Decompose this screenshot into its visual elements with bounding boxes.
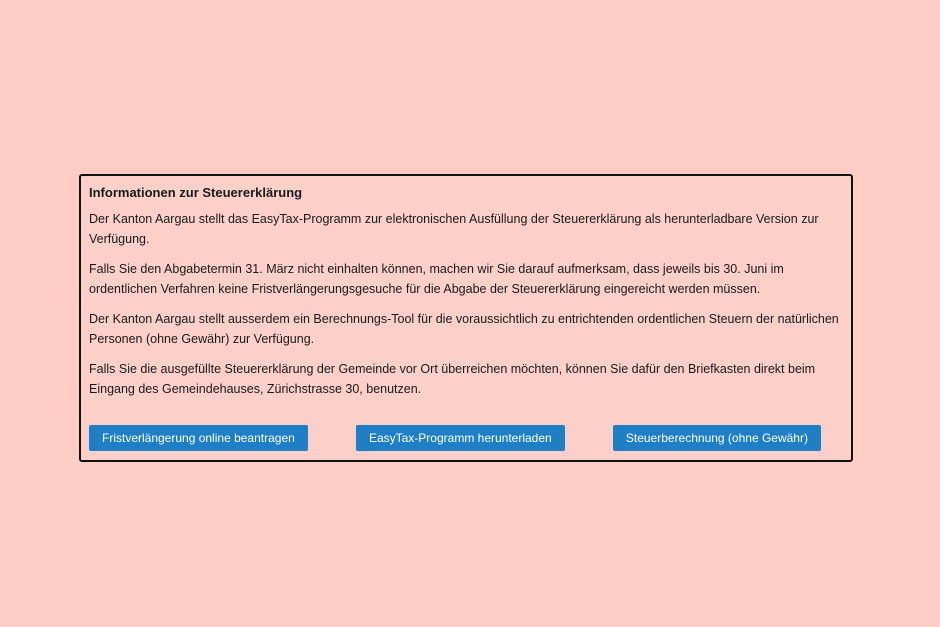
paragraph-calculation-tool: Der Kanton Aargau stellt ausserdem ein Berechnungs-Tool für die voraussichtlich zu entrichtenden ordentlichen Steuern der natürlichen Personen (ohne Gewähr) zur Verfügung. [89, 312, 839, 346]
paragraph-mailbox: Falls Sie die ausgefüllte Steuererklärung der Gemeinde vor Ort überreichen möchten, können Sie dafür den Briefkasten direkt beim Eingang des Gemeindehauses, Zürichstrasse 30, benutzen. [89, 362, 816, 396]
paragraph-deadline: Falls Sie den Abgabetermin 31. März nicht einhalten können, machen wir Sie darauf aufmerksam, dass jeweils bis 30. Juni im ordentlichen Verfahren keine Fristverlängerungsgesuche für die Abgabe der Steuererklärung eingereicht werden müssen. [89, 262, 784, 296]
tax-info-panel [79, 174, 853, 462]
panel-title: Informationen zur Steuererklärung [89, 185, 303, 200]
button-row [89, 425, 821, 451]
easytax-download-button[interactable]: EasyTax-Programm herunterladen [356, 425, 565, 451]
paragraph-easytax: Der Kanton Aargau stellt das EasyTax-Programm zur elektronischen Ausfüllung der Steuererklärung als herunterladbare Version zur Verfügung. [89, 212, 819, 246]
tax-calculation-button[interactable]: Steuerberechnung (ohne Gewähr) [613, 425, 821, 451]
extension-request-button[interactable]: Fristverlängerung online beantragen [89, 425, 308, 451]
